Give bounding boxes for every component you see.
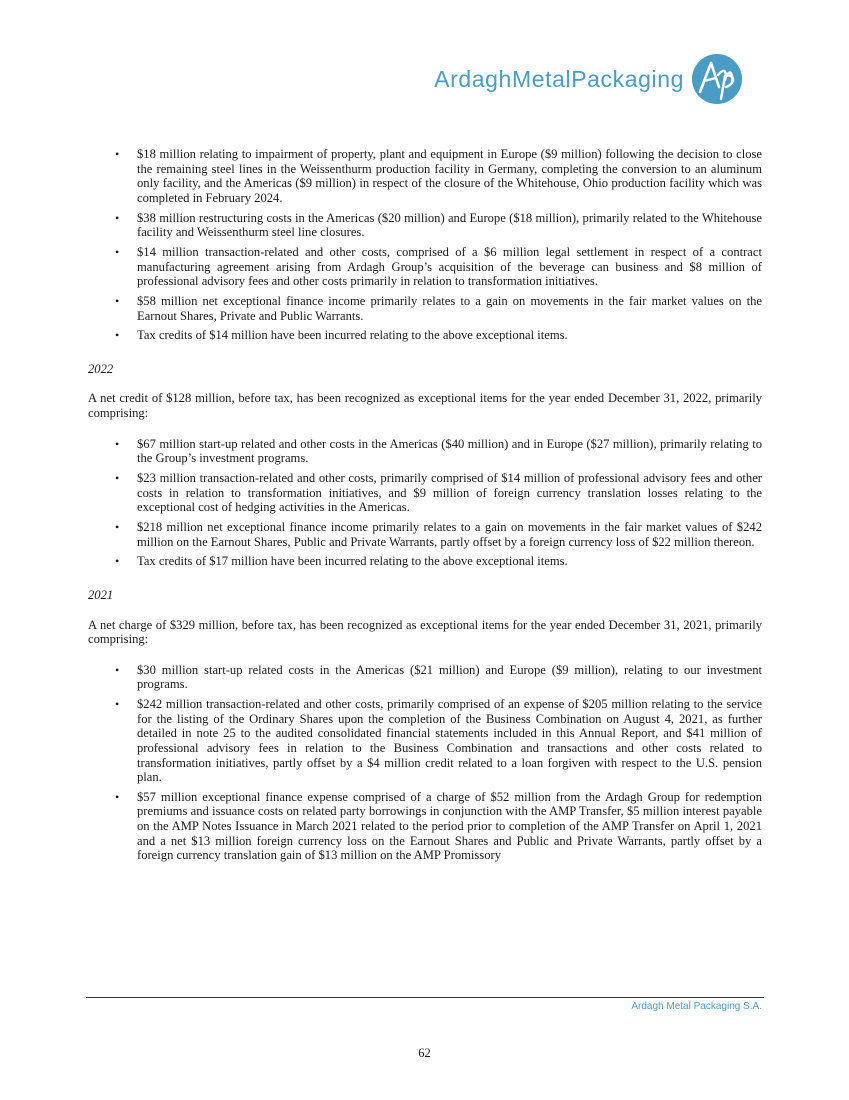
list-item: • Tax credits of $14 million have been incurred relating to the above exceptional items.: [137, 328, 762, 343]
paragraph-2022-intro: A net credit of $128 million, before tax, has been recognized as exceptional items for the year ended December 31, 2022, primarily comprising:: [88, 391, 762, 421]
brand-wordmark: [434, 66, 684, 93]
bullet-list-2021: [88, 663, 762, 863]
list-item: • $14 million transaction-related and other costs, comprised of a $6 million legal settlement in respect of a contract manufacturing agreement arising from Ardagh Group’s acquisition of the beverage can business and $8 million of professional advisory fees and other costs primarily in relation to transformation initiatives.: [137, 245, 762, 289]
page-number: 62: [418, 1046, 431, 1060]
list-item: • $18 million relating to impairment of property, plant and equipment in Europe ($9 million) following the decision to close the remaining steel lines in the Weissenthurm production facility in Germany, completing the conversion to an aluminum only facility, and the Americas ($9 million) in respect of the closure of the Whitehouse, Ohio production facility which was completed in February 2024.: [137, 147, 762, 205]
paragraph-2021-intro: A net charge of $329 million, before tax, has been recognized as exceptional items for the year ended December 31, 2021, primarily comprising:: [88, 617, 762, 647]
list-item: • $23 million transaction-related and other costs, primarily comprised of $14 million of professional advisory fees and other costs in relation to transformation initiatives, and $9 million of foreign currency translation losses relating to the exceptional cost of hedging activities in the Americas.: [137, 471, 762, 515]
page-body: [88, 147, 762, 868]
intro-bullet-list: [88, 147, 762, 343]
brand-word-metal: Metal: [511, 65, 572, 92]
brand-word-ardagh: Ardagh: [434, 65, 512, 92]
footer-company-name: Ardagh Metal Packaging S.A.: [631, 1001, 762, 1012]
year-heading-2021: 2021: [88, 587, 114, 602]
header-logo: [434, 52, 744, 106]
list-item: • $218 million net exceptional finance income primarily relates to a gain on movements in the fair market values of $242 million on the Earnout Shares, Public and Private Warrants, partly offset by a foreign currency loss of $22 million thereon.: [137, 520, 762, 549]
amp-logo-icon: [690, 52, 744, 106]
year-heading-2022: 2022: [88, 361, 114, 376]
list-item: • $30 million start-up related costs in the Americas ($21 million) and Europe ($9 million), relating to our investment programs.: [137, 663, 762, 692]
bullet-list-2022: [88, 437, 762, 569]
list-item: • $58 million net exceptional finance income primarily relates to a gain on movements in the fair market values on the Earnout Shares, Private and Public Warrants.: [137, 294, 762, 323]
list-item: • $242 million transaction-related and other costs, primarily comprised of an expense of $205 million relating to the service for the listing of the Ordinary Shares upon the completion of the Business Combination on August 4, 2021, as further detailed in note 25 to the audited consolidated financial statements included in this Annual Report, and $41 million of professional advisory fees in relation to the Business Combination and transactions and other costs related to transformation initiatives, partly offset by a $4 million credit related to a loan forgiven with respect to the U.S. pension plan.: [137, 697, 762, 785]
list-item: • $57 million exceptional finance expense comprised of a charge of $52 million from the Ardagh Group for redemption premiums and issuance costs on related party borrowings in conjunction with the AMP Transfer, $5 million interest payable on the AMP Notes Issuance in March 2021 related to the period prior to completion of the AMP Transfer on April 1, 2021 and a net $13 million foreign currency loss on the Earnout Shares and Public and Private Warrants, partly offset by a foreign currency translation gain of $13 million on the AMP Promissory: [137, 790, 762, 863]
list-item: • Tax credits of $17 million have been incurred relating to the above exceptional items.: [137, 554, 762, 569]
list-item: • $38 million restructuring costs in the Americas ($20 million) and Europe ($18 million), primarily related to the Whitehouse facility and Weissenthurm steel line closures.: [137, 211, 762, 240]
list-item: • $67 million start-up related and other costs in the Americas ($40 million) and in Europe ($27 million), primarily relating to the Group’s investment programs.: [137, 437, 762, 466]
brand-word-packaging: Packaging: [571, 65, 684, 92]
footer-divider: [86, 997, 764, 998]
